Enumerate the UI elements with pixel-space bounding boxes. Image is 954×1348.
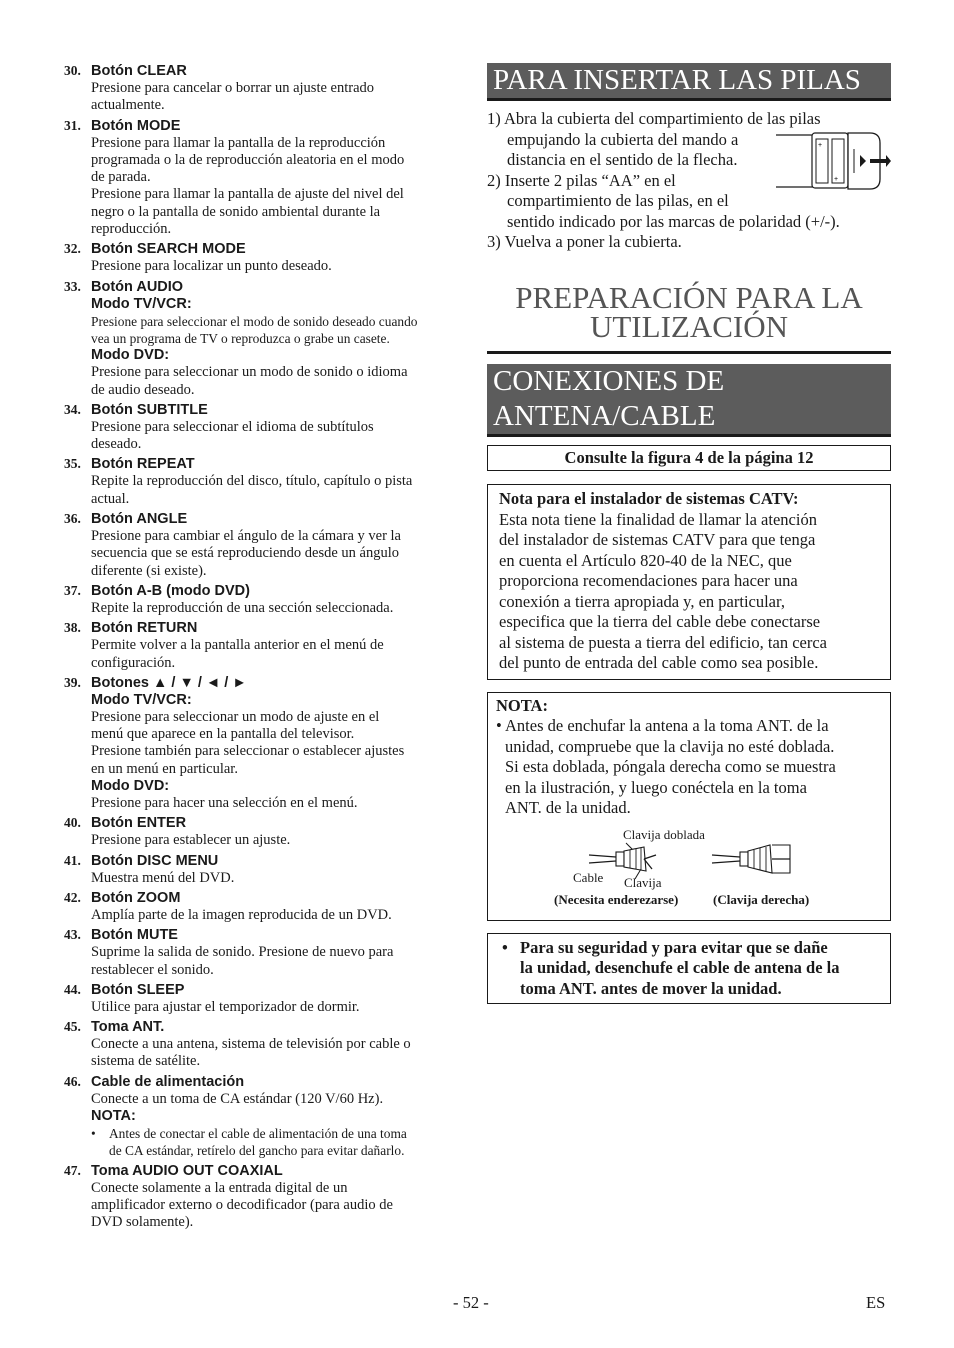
description-line: DVD solamente). bbox=[91, 1214, 194, 1231]
item-title: Botón MUTE bbox=[91, 927, 178, 944]
item-description bbox=[64, 528, 468, 580]
bullet-icon: • bbox=[502, 937, 508, 957]
description-line: amplificador externo o decodificador (para audio de bbox=[91, 1196, 393, 1213]
button-description-item bbox=[64, 510, 468, 580]
button-description-item bbox=[64, 889, 468, 924]
item-number: 40. bbox=[64, 815, 81, 831]
description-line: Presione para establecer un ajuste. bbox=[91, 832, 291, 849]
catv-note-title: Nota para el instalador de sistemas CATV: bbox=[499, 489, 799, 508]
item-description bbox=[64, 419, 468, 454]
description-line: Presione para seleccionar el modo de sonido deseado cuando bbox=[91, 313, 418, 329]
description-line: menú que aparece en la pantalla del televisor. bbox=[91, 726, 355, 743]
button-description-item bbox=[64, 926, 468, 979]
description-line: Repite la reproducción del disco, título, capítulo o pista bbox=[91, 473, 413, 490]
page-number: - 52 - bbox=[453, 1293, 489, 1312]
item-number: 32. bbox=[64, 241, 81, 257]
item-description bbox=[64, 870, 468, 887]
button-description-item bbox=[64, 62, 468, 115]
description-line: Presione para cambiar el ángulo de la cámara y ver la bbox=[91, 528, 401, 545]
svg-text:+: + bbox=[818, 142, 823, 149]
battery-step-2: 2) Inserte 2 pilas “AA” en el compartimiento de las pilas, en el sentido indicado por las marcas de polaridad (+/-). bbox=[487, 170, 840, 231]
language-code: ES bbox=[866, 1293, 886, 1312]
item-title: Botón RETURN bbox=[91, 620, 198, 637]
cable-label: Cable bbox=[573, 869, 604, 885]
item-title: Botón SEARCH MODE bbox=[91, 241, 246, 258]
item-number: 41. bbox=[64, 852, 81, 868]
item-title: Botón ZOOM bbox=[91, 889, 181, 906]
page-title: PREPARACIÓN PARA LA UTILIZACIÓN bbox=[515, 280, 863, 344]
description-line: actualmente. bbox=[91, 97, 165, 114]
bent-plug-label: Clavija doblada bbox=[623, 826, 705, 842]
description-line: Muestra menú del DVD. bbox=[91, 869, 235, 886]
item-heading bbox=[64, 852, 468, 870]
description-line: diferente (si existe). bbox=[91, 562, 207, 579]
description-line: Presione para localizar un punto deseado. bbox=[91, 258, 332, 275]
item-title: Toma ANT. bbox=[91, 1019, 165, 1036]
battery-step-3: 3) Vuelva a poner la cubierta. bbox=[487, 232, 682, 251]
catv-note-body: Esta nota tiene la finalidad de llamar la atención del instalador de sistemas CATV para que tenga en cuenta el Artículo 820-40 de la NEC, que proporciona recomendaciones para hacer una conexión a tierra apropiada y, en particular, especifica que la tierra del cable debe conectarse al sistema de puesta a tierra del edificio, tan cerca del punto de entrada del cable como sea posible. bbox=[499, 509, 828, 672]
button-description-item bbox=[64, 401, 468, 454]
button-description-item bbox=[64, 240, 468, 275]
description-line: Presione para seleccionar un modo de sonido o idioma bbox=[91, 364, 408, 381]
item-number: 38. bbox=[64, 620, 81, 636]
item-title: Toma AUDIO OUT COAXIAL bbox=[91, 1162, 283, 1179]
description-line: Conecte a un toma de CA estándar (120 V/60 Hz). bbox=[91, 1090, 384, 1107]
item-number: 44. bbox=[64, 981, 81, 997]
description-line: de parada. bbox=[91, 169, 151, 186]
battery-compartment-illustration bbox=[774, 129, 892, 191]
item-description bbox=[64, 296, 468, 399]
description-line: Amplía parte de la imagen reproducida de un DVD. bbox=[91, 906, 392, 923]
button-description-item bbox=[64, 674, 468, 812]
description-line: Presione para seleccionar un modo de ajuste en el bbox=[91, 708, 380, 725]
item-number: 46. bbox=[64, 1073, 81, 1089]
description-line: sistema de satélite. bbox=[91, 1053, 201, 1070]
item-number: 30. bbox=[64, 63, 81, 78]
description-line: Repite la reproducción de una sección seleccionada. bbox=[91, 599, 394, 616]
button-description-item bbox=[64, 1162, 468, 1232]
batteries-section-heading: PARA INSERTAR LAS PILAS bbox=[487, 63, 891, 101]
item-heading bbox=[64, 582, 468, 600]
item-title: Botón CLEAR bbox=[91, 63, 187, 79]
item-title: Cable de alimentación bbox=[91, 1073, 245, 1090]
needs-straightening-caption: (Necesita enderezarse) bbox=[554, 891, 679, 907]
description-line: de audio deseado. bbox=[91, 381, 195, 398]
button-description-item bbox=[64, 117, 468, 239]
note-line: de CA estándar, retírelo del gancho para evitar dañarlo. bbox=[109, 1143, 405, 1159]
description-line: Conecte solamente a la entrada digital de un bbox=[91, 1179, 348, 1196]
description-line: Presione para cancelar o borrar un ajuste entrado bbox=[91, 80, 375, 96]
description-line: Presione para hacer una selección en el menú. bbox=[91, 795, 358, 812]
description-line: vea un programa de TV o reproduzca o grabe un casete. bbox=[91, 330, 390, 346]
note-line: Antes de conectar el cable de alimentación de una toma bbox=[109, 1125, 407, 1141]
description-line: actual. bbox=[91, 490, 130, 507]
item-heading bbox=[64, 455, 468, 473]
item-number: 33. bbox=[64, 278, 81, 294]
item-number: 34. bbox=[64, 401, 81, 417]
right-column bbox=[487, 63, 891, 1004]
item-heading bbox=[64, 814, 468, 832]
item-description bbox=[64, 473, 468, 508]
item-number: 43. bbox=[64, 927, 81, 943]
item-heading bbox=[64, 510, 468, 528]
button-description-item bbox=[64, 455, 468, 508]
item-title: Botón MODE bbox=[91, 117, 181, 134]
item-description bbox=[64, 258, 468, 275]
button-description-item bbox=[64, 582, 468, 617]
button-description-item bbox=[64, 278, 468, 399]
safety-warning-box: • Para su seguridad y para evitar que se dañe la unidad, desenchufe el cable de antena de la toma ANT. antes de mover la unidad. bbox=[487, 933, 891, 1005]
item-title: Botón DISC MENU bbox=[91, 852, 219, 869]
description-line: Presione también para seleccionar o establecer ajustes bbox=[91, 743, 405, 760]
item-heading bbox=[64, 62, 468, 80]
button-description-item bbox=[64, 1018, 468, 1071]
figure-reference-box: Consulte la figura 4 de la página 12 bbox=[487, 445, 891, 471]
button-description-item bbox=[64, 619, 468, 672]
button-description-item bbox=[64, 1073, 468, 1160]
description-line: programada o la de reproducción aleatoria en el modo bbox=[91, 151, 405, 168]
description-line: Presione para llamar la pantalla de la reproducción bbox=[91, 134, 386, 151]
item-description bbox=[64, 832, 468, 849]
mode-tv-vcr-label: Modo TV/VCR: bbox=[91, 691, 192, 708]
connections-section-heading: CONEXIONES DE ANTENA/CABLE bbox=[487, 364, 891, 437]
description-line: secuencia que se está reproduciendo desde un ángulo bbox=[91, 545, 400, 562]
item-number: 36. bbox=[64, 511, 81, 527]
battery-step-1: 1) Abra la cubierta del compartimiento de las pilas empujando la cubierta del mando a distancia en el sentido de la flecha. bbox=[487, 109, 821, 169]
description-line: Suprime la salida de sonido. Presione de nuevo para bbox=[91, 944, 394, 961]
mode-dvd-label: Modo DVD: bbox=[91, 778, 170, 795]
description-line: en un menú en particular. bbox=[91, 760, 238, 777]
button-description-item bbox=[64, 814, 468, 849]
item-heading bbox=[64, 1018, 468, 1036]
straight-plug-caption: (Clavija derecha) bbox=[713, 891, 810, 907]
item-title: Botón REPEAT bbox=[91, 456, 195, 473]
item-title: Botón AUDIO bbox=[91, 278, 184, 295]
mode-dvd-label: Modo DVD: bbox=[91, 347, 170, 364]
description-line: Conecte a una antena, sistema de televisión por cable o bbox=[91, 1036, 411, 1053]
item-description bbox=[64, 692, 468, 812]
description-line: Permite volver a la pantalla anterior en el menú de bbox=[91, 637, 384, 654]
description-line: reproducción. bbox=[91, 221, 172, 238]
catv-note-box bbox=[487, 484, 891, 680]
button-description-item bbox=[64, 852, 468, 887]
item-description bbox=[64, 600, 468, 617]
description-line: deseado. bbox=[91, 436, 142, 453]
description-line: Presione para llamar la pantalla de ajuste del nivel del bbox=[91, 186, 404, 203]
item-title: Botón A-B (modo DVD) bbox=[91, 582, 250, 599]
item-description bbox=[64, 135, 468, 239]
note-item bbox=[91, 1125, 468, 1160]
item-heading bbox=[64, 278, 468, 296]
item-description bbox=[64, 637, 468, 672]
item-title: Botón SUBTITLE bbox=[91, 401, 208, 418]
item-heading bbox=[64, 619, 468, 637]
button-descriptions-column bbox=[64, 62, 468, 1233]
description-line: restablecer el sonido. bbox=[91, 961, 214, 978]
battery-steps bbox=[487, 109, 891, 249]
title-divider bbox=[487, 351, 891, 354]
item-number: 47. bbox=[64, 1162, 81, 1178]
item-description bbox=[64, 944, 468, 979]
button-description-item bbox=[64, 981, 468, 1016]
item-heading bbox=[64, 1073, 468, 1091]
svg-text:+: + bbox=[834, 176, 839, 183]
description-line: Presione para seleccionar el idioma de subtítulos bbox=[91, 418, 374, 435]
mode-tv-vcr-label: Modo TV/VCR: bbox=[91, 295, 192, 312]
item-description bbox=[64, 1036, 468, 1071]
item-title: Botón SLEEP bbox=[91, 981, 185, 998]
item-description bbox=[64, 1180, 468, 1232]
antenna-note-box bbox=[487, 692, 891, 921]
item-number: 42. bbox=[64, 889, 81, 905]
antenna-note-item: • Antes de enchufar la antena a la toma ANT. de la unidad, compruebe que la clavija no esté doblada. Si esta doblada, póngala derecha como se muestra en la ilustración, y luego conéctela en la toma ANT. de la unidad. bbox=[496, 716, 836, 817]
description-line: Utilice para ajustar el temporizador de dormir. bbox=[91, 998, 360, 1015]
item-heading bbox=[64, 674, 468, 692]
description-line: configuración. bbox=[91, 654, 176, 671]
item-title: Botones ▲ / ▼ / ◄ / ► bbox=[91, 674, 247, 691]
plug-label: Clavija bbox=[624, 874, 662, 890]
item-description bbox=[64, 1091, 468, 1160]
item-number: 45. bbox=[64, 1019, 81, 1035]
item-number: 37. bbox=[64, 582, 81, 598]
item-heading bbox=[64, 1162, 468, 1180]
antenna-plug-illustration bbox=[496, 825, 882, 909]
item-heading bbox=[64, 889, 468, 907]
bullet-icon: • bbox=[496, 716, 502, 735]
note-label: NOTA: bbox=[91, 1107, 136, 1124]
antenna-note-title: NOTA: bbox=[496, 695, 548, 715]
item-number: 39. bbox=[64, 674, 81, 690]
item-heading bbox=[64, 981, 468, 999]
item-description bbox=[64, 907, 468, 924]
item-description bbox=[64, 999, 468, 1016]
description-line: negro o la pantalla de sonido ambiental durante la bbox=[91, 203, 381, 220]
item-heading bbox=[64, 926, 468, 944]
item-number: 31. bbox=[64, 117, 81, 133]
item-heading bbox=[64, 401, 468, 419]
item-number: 35. bbox=[64, 456, 81, 472]
item-title: Botón ANGLE bbox=[91, 511, 188, 528]
item-heading bbox=[64, 117, 468, 135]
bullet-icon: • bbox=[91, 1125, 96, 1141]
item-description bbox=[64, 80, 468, 115]
item-heading bbox=[64, 240, 468, 258]
item-title: Botón ENTER bbox=[91, 815, 187, 832]
